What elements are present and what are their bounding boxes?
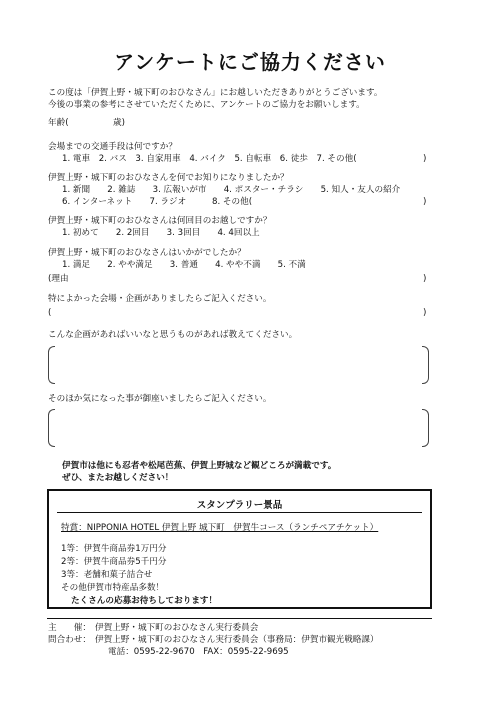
q7-answer-left-bracket: [48, 409, 55, 447]
q4-close-paren: ): [423, 274, 427, 284]
q2-options-line2: 6. インターネット 7. ラジオ 8. その他(: [62, 197, 253, 207]
q6-answer-right-bracket: [422, 346, 429, 384]
promo-line-2: ぜひ、またお越しください！: [62, 473, 174, 483]
age-suffix: 歳): [113, 118, 125, 128]
stamp-rally-title: スタンプラリー景品: [196, 500, 283, 511]
contact-phone: 電話：0595-22-9670 FAX：0595-22-9695: [108, 647, 289, 657]
q5-close-paren: ): [423, 308, 427, 318]
q1-close-paren: ): [423, 154, 427, 164]
q6-answer-left-bracket: [48, 346, 55, 384]
q5-open-paren: (: [48, 308, 52, 318]
q1-options: 1. 電車 2. バス 3. 自家用車 4. バイク 5. 自転車 6. 徒歩 7. その他(: [62, 154, 357, 164]
stamp-closing: たくさんの応募お待ちしております！: [71, 596, 218, 606]
promo-line-1: 伊賀市は他にも忍者や松尾芭蕉、伊賀上野城など観どころが満載です。: [62, 461, 337, 471]
prize-other: その他伊賀市特産品多数！: [61, 583, 165, 593]
q4-reason-label: (理由: [48, 274, 69, 284]
prize-2: 2等：伊賀牛商品券5千円分: [61, 557, 167, 567]
q3-question: 伊賀上野・城下町のおひなさんは何回目のお越しですか？: [48, 216, 272, 226]
q4-question: 伊賀上野・城下町のおひなさんはいかがでしたか？: [48, 248, 246, 258]
intro-line-1: この度は「伊賀上野・城下町のおひなさん」にお越しいただきありがとうございます。: [48, 88, 383, 98]
q2-options-line1: 1. 新聞 2. 雑誌 3. 広報いが市 4. ポスター・チラシ 5. 知人・友人の紹介: [62, 185, 401, 195]
q3-options: 1. 初めて 2. 2回目 3. 3回目 4. 4回以上: [62, 228, 260, 238]
special-prize: 特賞：NIPPONIA HOTEL 伊賀上野 城下町 伊賀牛コース（ランチペアチケット）: [61, 523, 379, 533]
contact-label: 問合わせ：: [48, 635, 91, 645]
q1-question: 会場までの交通手段は何ですか？: [48, 142, 177, 152]
intro-line-2: 今後の事業の参考にさせていただくために、アンケートのご協力をお願いします。: [48, 100, 365, 110]
contact-info: 伊賀上野・城下町のおひなさん実行委員会（事務局：伊賀市観光戦略課）: [95, 635, 379, 645]
prize-3: 3等：老舗和菓子詰合せ: [61, 570, 153, 580]
stamp-rally-box: [47, 489, 432, 609]
prize-1: 1等：伊賀牛商品券1万円分: [61, 544, 167, 554]
q4-options: 1. 満足 2. やや満足 3. 普通 4. やや不満 5. 不満: [62, 260, 306, 270]
q2-question: 伊賀上野・城下町のおひなさんを何でお知りになりましたか？: [48, 173, 289, 183]
q2-close-paren: ): [423, 197, 427, 207]
organizer-name: 伊賀上野・城下町のおひなさん実行委員会: [95, 623, 259, 633]
stamp-rally-divider: [57, 512, 422, 513]
q6-question: こんな企画があればいいなと思うものがあれば教えてください。: [48, 330, 298, 340]
footer-divider: [47, 618, 432, 619]
q7-question: そのほか気になった事が御座いましたらご記入ください。: [48, 394, 272, 404]
q5-question: 特によかった会場・企画がありましたらご記入ください。: [48, 294, 272, 304]
page-title: アンケートにご協力ください: [114, 50, 386, 74]
organizer-label: 主 催：: [48, 623, 91, 633]
q7-answer-right-bracket: [422, 409, 429, 447]
age-label: 年齢(: [48, 118, 69, 128]
